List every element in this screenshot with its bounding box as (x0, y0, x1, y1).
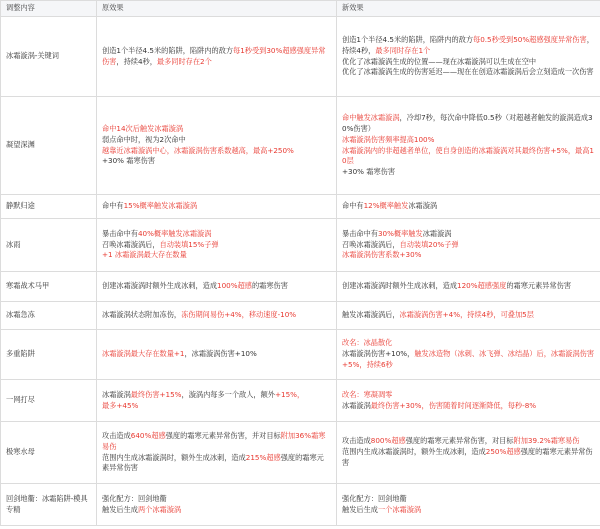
effect-text: 强度的霜寒元素异常伤害，对目标 (405, 436, 514, 446)
effect-line (342, 401, 595, 412)
table-row (1, 219, 600, 272)
column-header-original-effect: 原效果 (97, 1, 337, 17)
new-effect-cell (337, 17, 600, 97)
effect-line (342, 201, 595, 212)
effect-text: 范围内生成冰霜漩涡时，额外生成冰刺，造成 (102, 452, 246, 462)
highlighted-change-text: 15%概率触发冰霜漩涡 (123, 201, 198, 211)
effect-text: 强度的霜寒元素异常伤害 (102, 452, 324, 473)
effect-text: ，持续4秒， (342, 34, 594, 55)
highlighted-change-text: 800%超感 (370, 436, 406, 446)
effect-text: 强化配方：回剑地衢 (102, 493, 167, 503)
effect-text: ，冷却7秒，每次命中降低0.5秒（对超越者触发的漩涡造成30%伤害） (342, 113, 593, 133)
highlighted-change-text: 自动装填20%子弹 (399, 239, 459, 249)
highlighted-change-text: +1 冰霜漩涡最大存在数量 (102, 250, 187, 260)
effect-text: ，漩涡内每多一个敌人，额外 (181, 389, 275, 399)
effect-line (342, 447, 595, 469)
highlighted-change-text: 100%超感 (217, 281, 252, 291)
new-effect-cell (337, 219, 600, 272)
effect-line (342, 35, 595, 57)
effect-line (102, 310, 331, 321)
highlighted-change-text: 越靠近冰霜漩涡中心，冰霜漩涡伤害系数越高，最高+250% (102, 145, 294, 155)
highlighted-change-text: 每0.5秒受到50%超感强度异常伤害 (473, 34, 587, 44)
highlighted-change-text: 12%概率触发 (363, 201, 409, 211)
effect-line (342, 349, 595, 371)
highlighted-change-text: 冰霜漩涡伤害+4%，持续4秒，可叠加5层 (399, 310, 534, 320)
highlighted-change-text: 冰霜漩涡伤害频率提高100% (342, 134, 435, 144)
highlighted-change-text: 附加36%霜寒易伤 (102, 430, 326, 451)
highlighted-change-text: 640%超感 (130, 430, 166, 440)
effect-line (342, 250, 595, 261)
new-effect-cell (337, 330, 600, 380)
effect-line (342, 240, 595, 251)
effect-text: ，持续4秒， (116, 56, 157, 66)
original-effect-cell (97, 330, 337, 380)
highlighted-change-text: 自动装填15%子弹 (159, 239, 219, 249)
original-effect-cell (97, 272, 337, 302)
effect-line (342, 146, 595, 168)
effect-text: 暴击命中有 (342, 228, 378, 238)
adjustment-name-cell: 多重陷阱 (1, 330, 97, 380)
effect-line (102, 453, 331, 475)
effect-line (102, 229, 331, 240)
effect-line (102, 349, 331, 360)
effect-line (342, 390, 595, 401)
effect-line (102, 124, 331, 135)
effect-line (102, 390, 331, 401)
new-effect-cell (337, 272, 600, 302)
effect-line (102, 146, 331, 157)
effect-text: 触发后生成 (342, 504, 378, 514)
original-effect-cell (97, 97, 337, 195)
highlighted-change-text: 冻伤期间易伤+4%，移动速度-10% (181, 310, 297, 320)
effect-line (342, 338, 595, 349)
adjustment-name-cell: 冰霜急冻 (1, 302, 97, 330)
effect-text: 的霜寒元素异常伤害 (506, 281, 572, 291)
original-effect-cell (97, 17, 337, 97)
highlighted-change-text: 一个冰霜漩涡 (377, 504, 422, 514)
original-effect-cell (97, 380, 337, 422)
effect-line (102, 156, 331, 167)
effect-line (102, 431, 331, 453)
highlighted-change-text: 命中14次后触发冰霜漩涡 (102, 123, 184, 133)
adjustment-name-cell: 冰雨 (1, 219, 97, 272)
effect-text: 命中有 (102, 201, 124, 211)
highlighted-change-text: 215%超感 (245, 452, 281, 462)
effect-text: 创造1个半径4.5米的陷阱，陷阱内的敌方 (342, 34, 474, 44)
highlighted-change-text: 两个冰霜漩涡 (137, 504, 182, 514)
effect-text: 冰霜漩涡 (342, 400, 371, 410)
adjustment-name-cell: 寒霜战术马甲 (1, 272, 97, 302)
effect-text: 触发冰霜漩涡后， (342, 310, 400, 320)
table-row (1, 422, 600, 484)
table-row (1, 330, 600, 380)
effect-text: ，冰霜漩涡伤害+10% (184, 349, 257, 359)
effect-text: 强化配方：回剑地衢 (342, 493, 407, 503)
effect-line (102, 46, 331, 68)
effect-line (342, 67, 595, 78)
highlighted-change-text: 最多+45% (102, 400, 139, 410)
original-effect-cell (97, 422, 337, 484)
adjustment-name-cell: 冰霜漩涡-关键词 (1, 17, 97, 97)
effect-line (342, 167, 595, 178)
new-effect-cell (337, 380, 600, 422)
original-effect-cell (97, 484, 337, 526)
effect-line (102, 281, 331, 292)
effect-text: 强度的霜寒元素异常伤害，并对目标 (165, 430, 281, 440)
column-header-new-effect: 新效果 (337, 1, 600, 17)
effect-line (342, 113, 595, 135)
effect-text: 暴击命中有 (102, 228, 138, 238)
table-row (1, 484, 600, 526)
effect-line (102, 135, 331, 146)
effect-text: 冰霜漩涡 (102, 389, 131, 399)
table-row (1, 17, 600, 97)
effect-line (102, 505, 331, 516)
highlighted-change-text: 40%概率触发冰霜漩涡 (137, 228, 212, 238)
highlighted-change-text: 冰霜漩涡伤害系数+30% (342, 250, 422, 260)
table-row (1, 302, 600, 330)
effect-text: 优化了冰霜漩涡生成的位置——现在冰霜漩涡可以生成在空中 (342, 56, 537, 66)
effect-line (102, 401, 331, 412)
effect-text: 冰霜漩涡伤害+10%， (342, 349, 415, 359)
highlighted-change-text: 冰霜漩涡最大存在数量+1 (102, 349, 185, 359)
original-effect-cell (97, 302, 337, 330)
effect-text: 弱点命中时，视为2次命中 (102, 134, 186, 144)
new-effect-cell (337, 97, 600, 195)
highlighted-change-text: 最多同时存在2个 (156, 56, 212, 66)
adjustment-name-cell: 一网打尽 (1, 380, 97, 422)
highlighted-change-text: 250%超感 (485, 447, 521, 457)
effect-text: 优化了冰霜漩涡生成的伤害延迟——现在在创造冰霜漩涡后会立刻造成一次伤害 (342, 67, 594, 77)
table-row (1, 380, 600, 422)
effect-text: 冰霜漩涡 (408, 201, 438, 211)
highlighted-change-text: 最多同时存在1个 (375, 45, 431, 55)
highlighted-change-text: 最终伤害+30%，伤害随着时间逐渐降低，每秒-8% (370, 400, 537, 410)
effect-text: +30% 霜寒伤害 (342, 167, 396, 177)
effect-line (102, 494, 331, 505)
effect-text: +30% 霜寒伤害 (102, 156, 156, 166)
highlighted-change-text: 改名：寒凝凋零 (342, 389, 393, 399)
effect-text: 创建冰霜漩涡时额外生成冰刺，造成 (342, 281, 458, 291)
effect-text: 冰霜漩涡状态附加冻伤， (102, 310, 182, 320)
effect-text: 触发后生成 (102, 504, 138, 514)
adjustment-name-cell: 回剑地衢：冰霜陷阱-模具专精 (1, 484, 97, 526)
new-effect-cell (337, 195, 600, 219)
effect-text: 召唤冰霜漩涡后， (342, 239, 400, 249)
table-header-row (1, 1, 600, 17)
effect-text: 攻击造成 (102, 430, 131, 440)
effect-line (342, 494, 595, 505)
effect-line (342, 436, 595, 447)
effect-line (102, 240, 331, 251)
highlighted-change-text: 附加39.2%霜寒易伤 (513, 436, 580, 446)
highlighted-change-text: 冰霜漩涡内的非超越者单位，使自身创造的冰霜漩涡对其最终伤害+5%，最高10层 (342, 145, 595, 166)
new-effect-cell (337, 484, 600, 526)
adjustment-name-cell: 极寒水母 (1, 422, 97, 484)
effect-line (342, 505, 595, 516)
highlighted-change-text: 每1秒受到30%超感强度异常伤害 (102, 45, 326, 66)
effect-line (342, 57, 595, 68)
table-row (1, 97, 600, 195)
effect-text: 创建冰霜漩涡时额外生成冰刺，造成 (102, 281, 218, 291)
original-effect-cell (97, 219, 337, 272)
table-row (1, 195, 600, 219)
effect-text: 范围内生成冰霜漩涡时，额外生成冰刺，造成 (342, 447, 486, 457)
highlighted-change-text: 触发冰造物（冰刺、冰飞弹、冰结晶）后，冰霜漩涡伤害+5%，持续6秒 (342, 349, 595, 369)
effect-line (342, 310, 595, 321)
new-effect-cell (337, 422, 600, 484)
effect-text: 命中有 (342, 201, 364, 211)
new-effect-cell (337, 302, 600, 330)
effect-line (342, 281, 595, 292)
effect-text: 召唤冰霜漩涡后， (102, 239, 160, 249)
effect-line (102, 250, 331, 261)
table-row (1, 272, 600, 302)
effect-text: 的霜寒伤害 (251, 281, 288, 291)
effect-line (342, 135, 595, 146)
original-effect-cell (97, 195, 337, 219)
highlighted-change-text: 命中触发冰霜漩涡 (342, 113, 400, 123)
adjustment-name-cell: 静默归途 (1, 195, 97, 219)
effect-line (342, 229, 595, 240)
highlighted-change-text: 最终伤害+15% (130, 389, 182, 399)
highlighted-change-text: +15%， (274, 389, 305, 399)
effect-text: 攻击造成 (342, 436, 371, 446)
effect-line (102, 201, 331, 212)
highlighted-change-text: 改名：冰晶散化 (342, 338, 393, 348)
effect-text: 强度的霜寒元素异常伤害 (342, 447, 593, 467)
highlighted-change-text: 30%概率触发 (377, 228, 423, 238)
adjustment-name-cell: 凝望深渊 (1, 97, 97, 195)
highlighted-change-text: 120%超感强度 (457, 281, 507, 291)
effect-text: 冰霜漩涡 (422, 228, 452, 238)
column-header-adjustment: 调整内容 (1, 1, 97, 17)
effect-text: 创造1个半径4.5米的陷阱，陷阱内的敌方 (102, 45, 234, 55)
